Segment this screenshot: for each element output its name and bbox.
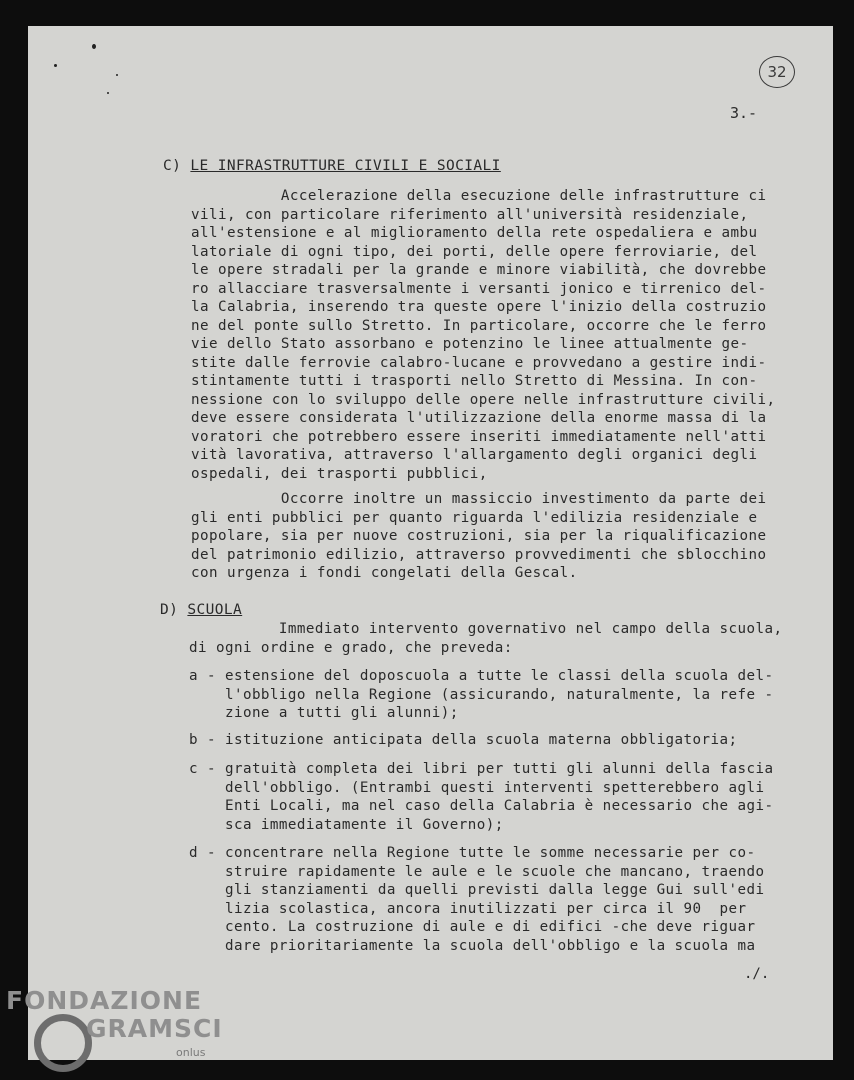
section-d-intro — [189, 621, 783, 669]
text-line: cento. La costruzione di aule e di edifici -che deve riguar — [189, 919, 756, 935]
section-d-heading — [160, 602, 242, 618]
page-number: 3.- — [730, 104, 758, 122]
text-line: popolare, sia per nuove costruzioni, sia per la riqualificazione — [191, 528, 767, 544]
text-line: vità lavorativa, attraverso l'allargamento degli organici degli — [191, 447, 758, 463]
text-line: gli enti pubblici per quanto riguarda l'edilizia residenziale e — [191, 509, 758, 526]
text-line: gli stanziamenti da quelli previsti dalla legge Gui sull'edi — [189, 882, 765, 898]
text-line: ne del ponte sullo Stretto. In particolare, occorre che le ferro — [191, 317, 767, 334]
text-line: d - concentrare nella Regione tutte le somme necessarie per co- — [189, 845, 756, 861]
watermark-line-1: FONDAZIONE — [6, 986, 203, 1015]
ink-speck — [107, 92, 109, 94]
section-d-item-b — [189, 732, 738, 764]
text-line: sca immediatamente il Governo); — [189, 816, 504, 833]
section-c-paragraph-1 — [191, 188, 776, 482]
text-line: all'estensione e al miglioramento della rete ospedaliera e ambu — [191, 225, 758, 241]
archive-stamp-number: 32 — [759, 56, 795, 88]
text-line: struire rapidamente le aule e le scuole che mancano, traendo — [189, 863, 765, 880]
text-line: vie dello Stato assorbano e potenzino le linee attualmente ge- — [191, 336, 749, 352]
text-line: Immediato intervento governativo nel campo della scuola, — [189, 621, 783, 637]
ink-speck — [116, 74, 118, 76]
text-line: dare prioritariamente la scuola dell'obbligo e la scuola ma — [189, 937, 756, 954]
text-line: con urgenza i fondi congelati della Gescal. — [191, 565, 578, 581]
text-line: vili, con particolare riferimento all'università residenziale, — [191, 206, 749, 223]
section-c-letter: C) — [163, 158, 182, 174]
text-line: ro allacciare trasversalmente i versanti jonico e tirrenico del- — [191, 280, 767, 297]
section-d-title: SCUOLA — [187, 602, 243, 618]
text-line: Enti Locali, ma nel caso della Calabria è necessario che agi- — [189, 798, 774, 814]
text-line: di ogni ordine e grado, che preveda: — [189, 639, 513, 656]
ink-speck — [54, 64, 57, 67]
ink-speck — [92, 44, 96, 49]
text-line: Occorre inoltre un massiccio investimento da parte dei — [191, 491, 767, 507]
section-d-item-a — [189, 668, 774, 732]
text-line: deve essere considerata l'utilizzazione della enorme massa di la — [191, 410, 767, 426]
text-line: b - istituzione anticipata della scuola materna obbligatoria; — [189, 732, 738, 748]
section-d-item-c — [189, 761, 774, 841]
section-d-item-d — [189, 845, 765, 957]
section-c-paragraph-2 — [191, 491, 767, 587]
text-line: Accelerazione della esecuzione delle infrastrutture ci — [191, 188, 767, 204]
text-line: latoriale di ogni tipo, dei porti, delle opere ferroviarie, del — [191, 243, 758, 260]
section-c-heading — [163, 158, 501, 174]
text-line: c - gratuità completa dei libri per tutti gli alunni della fascia — [189, 761, 774, 777]
text-line: le opere stradali per la grande e minore viabilità, che dovrebbe — [191, 262, 767, 278]
text-line: stite dalle ferrovie calabro-lucane e provvedano a gestire indi- — [191, 354, 767, 371]
text-line: lizia scolastica, ancora inutilizzati per circa il 90 per — [189, 900, 747, 917]
text-line: la Calabria, inserendo tra queste opere l'inizio della costruzio — [191, 299, 767, 315]
watermark-logo-icon — [34, 1014, 92, 1072]
text-line: nessione con lo sviluppo delle opere nelle infrastrutture civili, — [191, 391, 776, 408]
section-c-title: LE INFRASTRUTTURE CIVILI E SOCIALI — [190, 158, 501, 174]
section-d-letter: D) — [160, 602, 179, 618]
text-line: l'obbligo nella Regione (assicurando, naturalmente, la refe - — [189, 686, 774, 703]
watermark-line-2: GRAMSCI — [86, 1014, 223, 1043]
text-line: dell'obbligo. (Entrambi questi interventi spetterebbero agli — [189, 779, 765, 796]
text-line: del patrimonio edilizio, attraverso provvedimenti che sblocchino — [191, 546, 767, 563]
text-line: voratori che potrebbero essere inseriti immediatamente nell'atti — [191, 428, 767, 445]
text-line: zione a tutti gli alunni); — [189, 705, 459, 721]
watermark-suffix: onlus — [176, 1046, 206, 1059]
text-line: stintamente tutti i trasporti nello Stretto di Messina. In con- — [191, 373, 758, 389]
text-line: a - estensione del doposcuola a tutte le classi della scuola del- — [189, 668, 774, 684]
text-line: ospedali, dei trasporti pubblici, — [191, 465, 488, 482]
continuation-mark: ./. — [744, 966, 770, 982]
